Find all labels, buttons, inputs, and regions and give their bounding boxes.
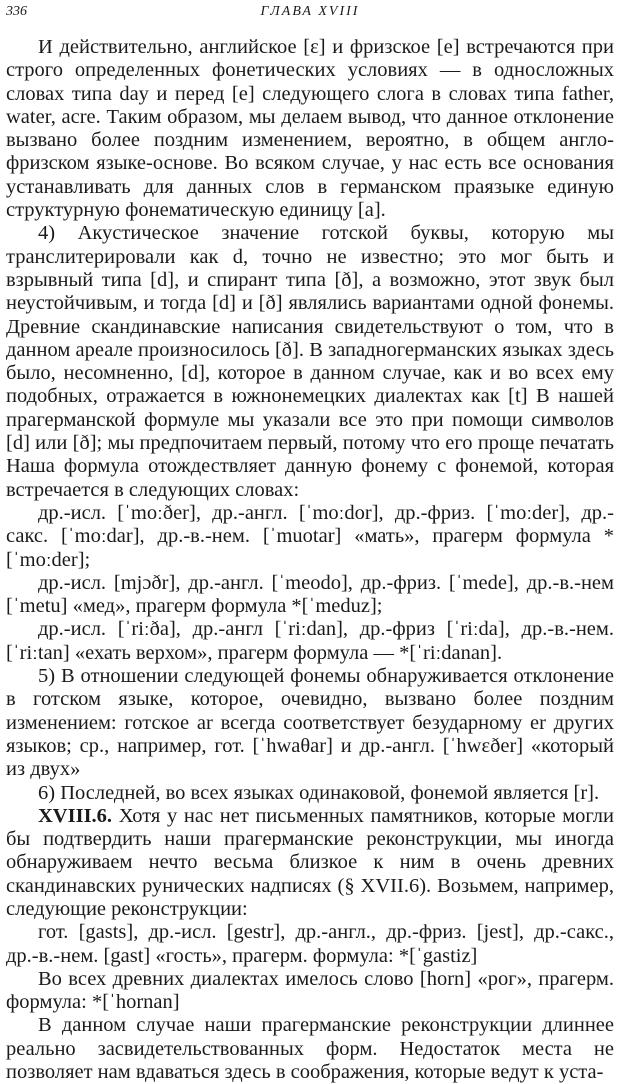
paragraph-section-6 — [6, 805, 614, 921]
paragraph-front-vowel: И действительно, английское [ɛ] и фризское [e] встречаются при строго определенных фонетических условиях — в односложных словах типа day и перед [e] следующего слога в словах типа father, water, acre. Таким образом, мы делаем вывод, что данное отклонение вызвано более поздним изменением, вероятно, в общем англо-фризском языке-основе. Во всяком случае, у нас есть все основания устанавливать для данных слов в германском праязыке единую структурную фонематическую единицу [a]. — [6, 36, 614, 222]
example-mother: др.-исл. [ˈmoːðer], др.-англ. [ˈmoːdor], др.-фриз. [ˈmoːder], др.-сакс. [ˈmoːdar], др.-в.-нем. [ˈmuotar] «мать», прагерм формула *[ˈmoːder]; — [6, 501, 614, 571]
page-number: 336 — [6, 4, 27, 19]
paragraph-horn: Во всех древних диалектах имелось слово [horn] «рог», прагерм. формула: *[ˈhornan] — [6, 967, 614, 1014]
paragraph-point-4: 4) Акустическое значение готской буквы, которую мы транслитерировали как d, точно не известно; это мог быть и взрывный типа [d], и спирант типа [ð], а возможно, этот звук был неустойчивым, и тогда [d] и [ð] являлись вариантами одной фонемы. Древние скандинавские написания свидетельствуют о том, что в данном ареале произносилось [ð]. В западногерманских языках здесь было, несомненно, [d], которое в данном случае, как и во всех ему подобных, отражается в южнонемецких диалектах как [t] В нашей прагерманской формуле мы указали все это при помощи символов [d] или [ð]; мы предпочитаем первый, потому что его проще печатать Наша формула отождествляет данную фонему с фонемой, которая встречается в следующих словах: — [6, 222, 614, 501]
running-head — [6, 4, 614, 28]
example-ride: др.-исл. [ˈriːða], др.-англ [ˈriːdan], др.-фриз [ˈriːda], др.-в.-нем. [ˈriːtan] «ехать верхом», прагерм формула — *[ˈriːdanan]. — [6, 618, 614, 664]
paragraph-point-6: 6) Последней, во всех языках одинаковой, фонемой являетcя [r]. — [38, 781, 600, 804]
body-text — [6, 36, 614, 1084]
example-mead: др.-исл. [mjɔðr], др.-англ. [ˈmeodo], др.-фриз. [ˈmede], др.-в.-нем [ˈmetu] «мед», прагерм формула *[ˈmeduz]; — [6, 571, 614, 618]
chapter-title: ГЛАВА XVIII — [260, 4, 360, 19]
paragraph-final: В данном случае наши прагерманские реконструкции длиннее реально засвидетельствованных форм. Недостаток места не позволяет нам вдаваться здесь в соображения, которые ведут к уста- — [6, 1014, 614, 1084]
paragraph-point-5: 5) В отношении следующей фонемы обнаруживается отклонение в готском языке, которое, очевидно, вызвано более поздним изменением: готское ar всегда соответствует безударному er других языков; ср., например, гот. [ˈhwaθar] и др.-англ. [ˈhwɛðer] «который из двух» — [6, 665, 614, 781]
section-number: XVIII.6. — [38, 804, 113, 827]
example-guest: гот. [gasts], др.-исл. [gestr], др.-англ., др.-фриз. [jest], др.-сакс., др.-в.-нем. [gast] «гость», прагерм. формула: *[ˈgastiz] — [6, 921, 614, 967]
section-text: Хотя у нас нет письменных памятников, которые могли бы подтвердить наши прагерманские реконструкции, мы иногда обнаруживаем нечто весьма близкое к ним в очень древних скандинавских рунических надписях (§ XVII.6). Возьмем, например, следующие реконструкции: — [6, 804, 614, 920]
